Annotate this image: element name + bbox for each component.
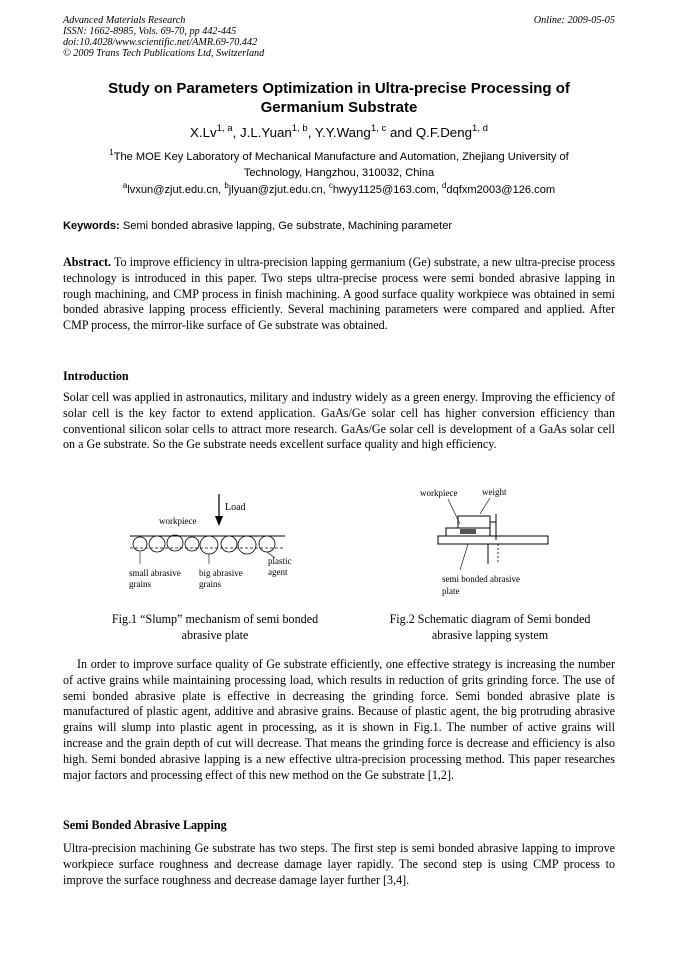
keywords-text: Semi bonded abrasive lapping, Ge substrate, Machining parameter xyxy=(122,220,453,232)
fig1-workpiece-label: workpiece xyxy=(159,516,197,526)
fig2-caption xyxy=(365,611,615,643)
email-marker: c xyxy=(328,180,333,190)
fig1-grain xyxy=(238,536,256,554)
online-date: Online: 2009-05-05 xyxy=(533,15,615,26)
email-marker: b xyxy=(224,180,229,190)
affiliation-text-1: The MOE Key Laboratory of Mechanical Manufacture and Automation, Zhejiang University of xyxy=(113,151,569,163)
fig1-plastic-label-1: plastic xyxy=(268,556,292,566)
abstract-label: Abstract. xyxy=(63,255,112,269)
fig1-abrasive-grains xyxy=(133,535,275,554)
email-separator: , xyxy=(435,184,442,196)
fig2-workpiece xyxy=(460,529,476,534)
fig1-small-grains-label-1: small abrasive xyxy=(129,568,181,578)
title-line-2: Germanium Substrate xyxy=(260,98,418,116)
fig1-big-grains-label-2: grains xyxy=(199,579,221,589)
author-affiliation-marker: 1, b xyxy=(291,122,308,134)
fig1-grain xyxy=(149,536,165,552)
section-2-paragraph: Ultra-precision machining Ge substrate has two steps. The first step is semi bonded abrasive lapping to improve workpiece surface roughness and decrease damage layer rapidly. The second step is using CMP process to improve the surface roughness and decrease damage layer further [3,4]. xyxy=(63,841,615,887)
email-separator: , xyxy=(218,184,225,196)
email-marker: a xyxy=(122,180,128,190)
fig2-workpiece-label: workpiece xyxy=(420,488,458,498)
affiliation-marker: 1 xyxy=(109,147,114,157)
paper-title xyxy=(63,80,615,117)
fig1-caption xyxy=(85,611,345,643)
issn-line: ISSN: 1662-8985, Vols. 69-70, pp 442-445 xyxy=(63,26,237,37)
abstract xyxy=(63,255,615,334)
email-marker: d xyxy=(441,180,447,190)
author-affiliation-marker: 1, d xyxy=(472,122,488,134)
journal-header xyxy=(63,15,264,59)
fig2-caption-line-2: abrasive lapping system xyxy=(431,628,549,642)
author-name: X.Lv xyxy=(190,125,217,140)
author-separator: , xyxy=(232,125,240,140)
title-line-1: Study on Parameters Optimization in Ultra-precise Processing of xyxy=(108,80,570,97)
fig1-slump-diagram xyxy=(125,494,310,594)
fig2-plate-label-2: plate xyxy=(442,586,460,596)
fig2-lapping-system-diagram xyxy=(418,484,558,599)
fig1-grain xyxy=(167,535,183,551)
email-address[interactable]: hwyy1125@163.com xyxy=(332,184,436,196)
affiliation-line-2: Technology, Hangzhou, 310032, China xyxy=(243,166,435,179)
fig2-plate-label-1: semi bonded abrasive xyxy=(442,574,520,584)
fig1-caption-line-1: Fig.1 “Slump” mechanism of semi bonded xyxy=(111,612,319,626)
fig1-plastic-label-2: agent xyxy=(268,567,288,577)
fig1-big-grains-label-1: big abrasive xyxy=(199,568,243,578)
fig1-grain xyxy=(133,537,147,551)
fig1-grain xyxy=(221,536,237,552)
body-paragraph-2: In order to improve surface quality of Ge substrate efficiently, one effective strategy is increasing the number of active grains while maintaining processing load, which results in reduction of grits grinding force. The use of semi bonded abrasive plate is effective in decreasing the grinding force. Semi bonded abrasive plate is manufactured of plastic agent, additive and abrasive grains. Because of plastic agent, the big protruding abrasive grains will slump into plastic agent in processing, as it is shown in Fig.1. The number of active grains will increase and the grain depth of cut will decrease. That means the grinding force is decrease and efficiency is also high. Semi bonded abrasive lapping is a new effective ultra-precision processing method. This paper researches major factors and processing effect of this new method on the Ge substrate [1,2]. xyxy=(63,657,615,782)
author-separator: and xyxy=(386,125,416,140)
fig1-caption-line-2: abrasive plate xyxy=(181,628,249,642)
fig1-grain xyxy=(185,537,199,551)
author-affiliation-marker: 1, c xyxy=(370,122,387,134)
author-name: Q.F.Deng xyxy=(415,125,472,140)
author-affiliation-marker: 1, a xyxy=(216,122,233,134)
fig1-load-label: Load xyxy=(225,502,246,513)
affiliation xyxy=(63,147,615,181)
email-list xyxy=(63,180,615,196)
fig1-grain xyxy=(200,536,218,554)
author-name: Y.Y.Wang xyxy=(314,125,371,140)
abstract-text: To improve efficiency in ultra-precision lapping germanium (Ge) substrate, a new ultra-precise process technology is introduced in this paper. Two steps ultra-precise process were semi bonded abrasive lapping in rough machining, and CMP process in finish machining. A good surface quality workpiece was obtained in semi bonded abrasive lapping process efficiently. Several machining parameters were compared and applied. After CMP process, the mirror-like surface of Ge substrate was obtained. xyxy=(63,255,615,333)
fig2-plate-leader xyxy=(460,544,468,570)
keywords xyxy=(63,220,615,232)
author-separator: , xyxy=(307,125,315,140)
fig2-caption-line-1: Fig.2 Schematic diagram of Semi bonded xyxy=(389,612,591,626)
journal-name: Advanced Materials Research xyxy=(63,15,186,26)
fig1-grain xyxy=(259,536,275,552)
intro-paragraph: Solar cell was applied in astronautics, military and industry widely as a green energy. Improving the efficiency of solar cell is the key factor to extend application. GaAs/Ge solar cell has higher conversion efficiency than conventional silicon solar cells to attract more research. GaAs/Ge solar cell is development of a GaAs solar cell on a Ge substrate. So the Ge substrate needs excellent surface quality and high efficiency. xyxy=(63,390,615,452)
fig2-weight-label: weight xyxy=(482,487,507,497)
email-address[interactable]: jlyuan@zjut.edu.cn xyxy=(228,184,323,196)
email-address[interactable]: lvxun@zjut.edu.cn xyxy=(127,184,219,196)
intro-heading: Introduction xyxy=(63,369,129,383)
fig2-abrasive-plate xyxy=(438,536,548,544)
email-address[interactable]: dqfxm2003@126.com xyxy=(446,184,556,196)
fig1-small-grains-label-2: grains xyxy=(129,579,151,589)
email-separator: , xyxy=(322,184,329,196)
author-name: J.L.Yuan xyxy=(240,125,292,140)
keywords-label: Keywords: xyxy=(63,220,120,232)
fig1-load-arrow-head xyxy=(215,516,223,526)
copyright-line: © 2009 Trans Tech Publications Ltd, Switzerland xyxy=(63,48,265,59)
section-2-heading: Semi Bonded Abrasive Lapping xyxy=(63,818,227,832)
fig2-weight-leader xyxy=(480,498,490,514)
fig2-weight-block xyxy=(458,516,490,528)
doi-line[interactable]: doi:10.4028/www.scientific.net/AMR.69-70.442 xyxy=(63,37,258,48)
author-list xyxy=(63,122,615,140)
affiliation-line-1 xyxy=(63,147,615,166)
